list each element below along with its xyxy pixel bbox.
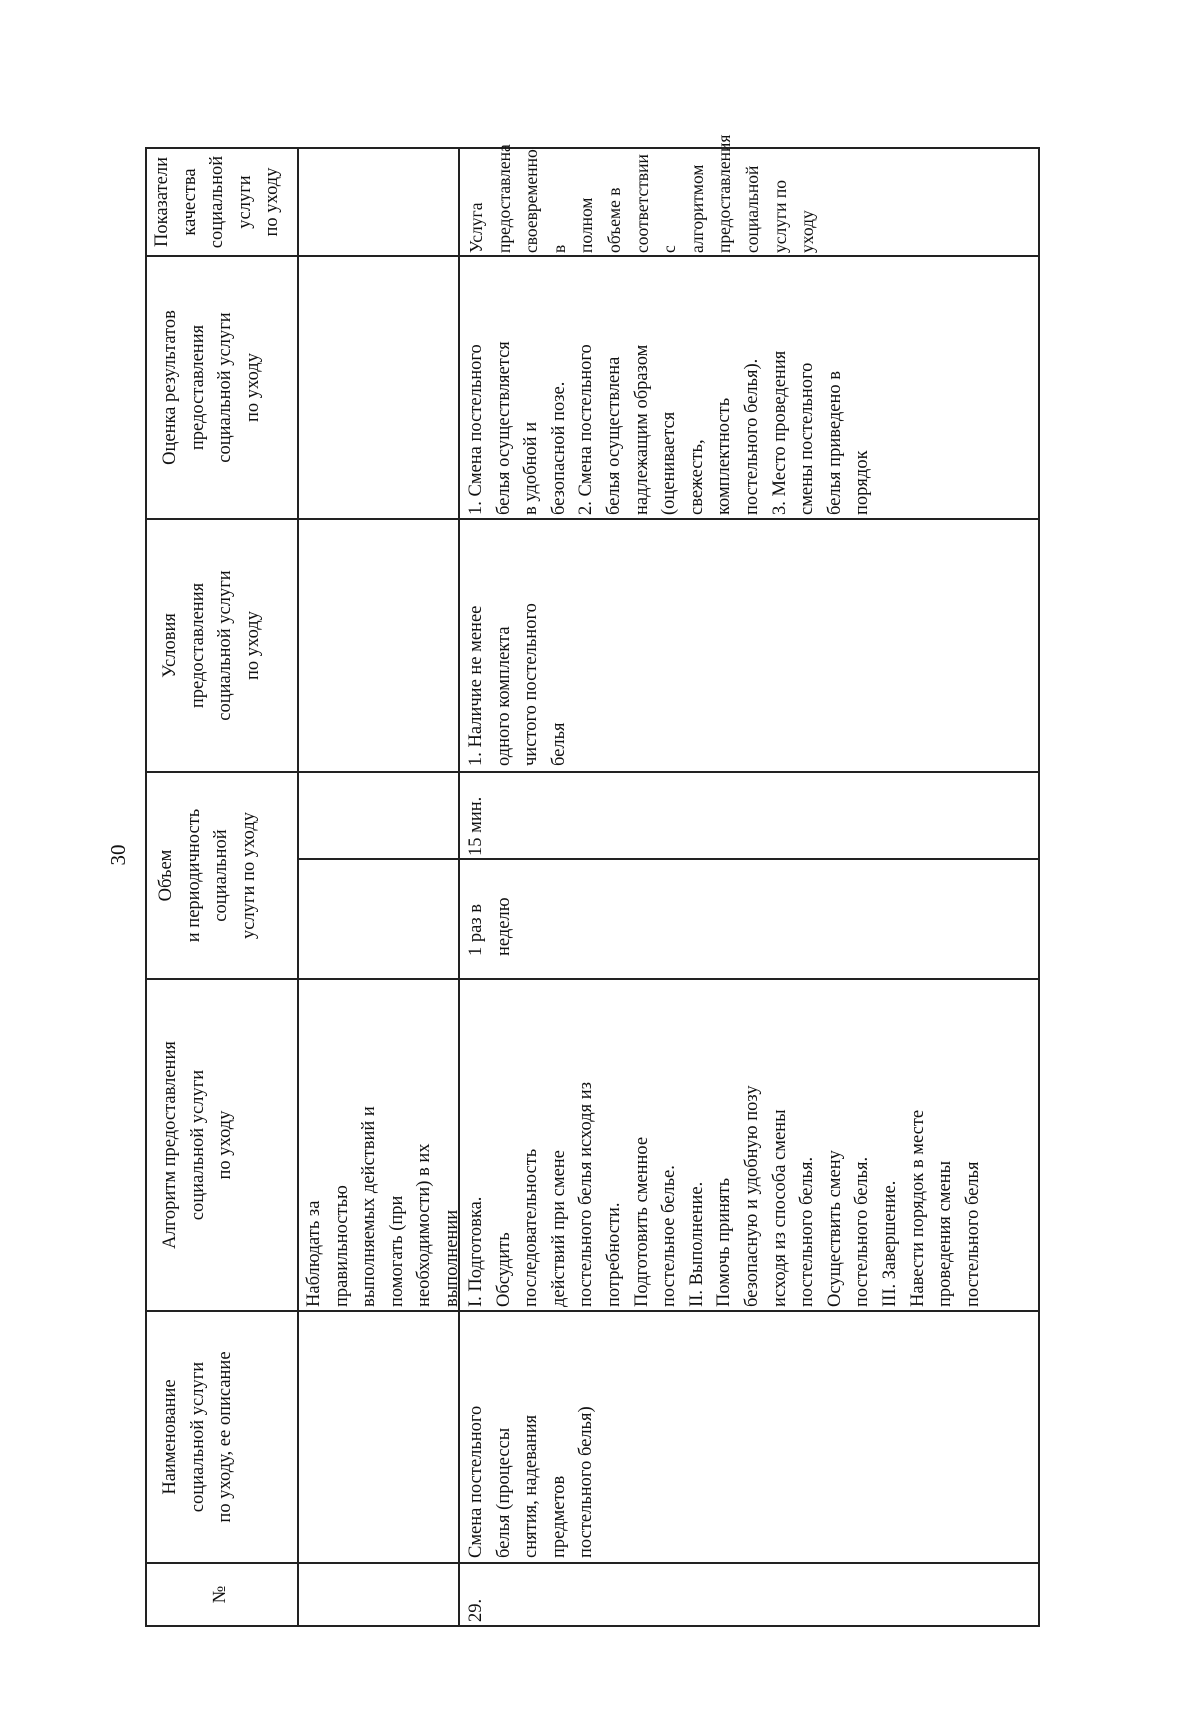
row2-conditions: 1. Наличие не менее одного комплекта чистого постельного белья xyxy=(466,603,569,766)
header-name: Наименование социальной услуги по уходу, ее описание xyxy=(160,1351,236,1523)
service-table xyxy=(145,134,1045,1627)
header-row-divider xyxy=(297,147,299,1627)
table-border-top xyxy=(145,147,147,1627)
header-quality: Показатели качества социальной услуги по уходу xyxy=(152,155,283,249)
row2-name: Смена постельного белья (процессы снятия, надевания предметов постельного белья) xyxy=(466,1405,597,1558)
header-volume: Объем и периодичность социальной услуги по уходу xyxy=(156,808,259,943)
header-conditions: Условия предоставления социальной услуги по уходу xyxy=(160,570,263,721)
row2-num: 29. xyxy=(466,1598,486,1622)
page-number: 30 xyxy=(106,844,130,866)
row2-evaluation: 1. Смена постельного белья осуществляется в удобной и безопасной позе. 2. Смена постельного белья осуществлена надлежащим образом (оценивается свежесть, комплектность постельного белья). 3. Место проведения смены постельного белья приведено в порядок xyxy=(466,341,873,515)
header-num: № xyxy=(210,1585,231,1604)
row2-quality: Услуга предоставлена своевременно в полном объеме в соответствии с алгоритмом предоставления социальной услуги по уходу xyxy=(466,134,818,253)
table-border-left xyxy=(145,1625,1039,1627)
header-algorithm: Алгоритм предоставления социальной услуги по уходу xyxy=(160,1041,236,1249)
col-divider-frequency xyxy=(297,858,1039,860)
row2-frequency: 1 раз в неделю xyxy=(466,897,514,956)
row-divider xyxy=(458,147,460,1627)
table-border-bottom xyxy=(1038,147,1040,1627)
row2-duration: 15 мин. xyxy=(466,796,486,856)
header-evaluation: Оценка результатов предоставления социальной услуги по уходу xyxy=(160,310,263,465)
row1-algorithm: Наблюдать за правильностью выполняемых действий и помогать (при необходимости) в их выполнении xyxy=(304,1106,462,1307)
row2-algorithm: I. Подготовка. Обсудить последовательность действий при смене постельного белья исходя из потребности. Подготовить сменное постельное белье. II. Выполнение. Помочь принять безопасную и удобную позу исходя из способа смены постельного белья. Осуществить смену постельного белья. III. Завершение. Навести порядок в месте проведения смены постельного белья xyxy=(466,1081,983,1307)
